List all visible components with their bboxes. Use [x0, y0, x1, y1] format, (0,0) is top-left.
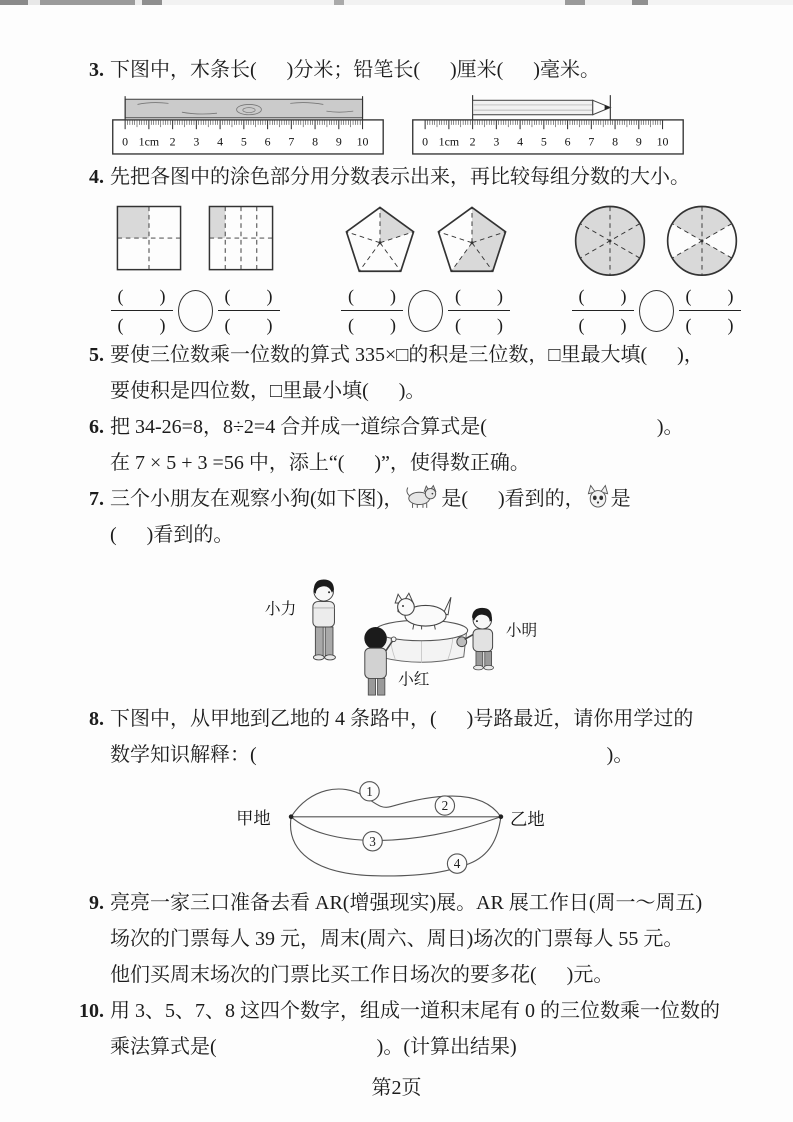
fraction-blank	[448, 284, 510, 337]
fraction-denominator-blank: ( )	[348, 315, 396, 335]
page-number: 第2页	[371, 1077, 422, 1099]
svg-text:3: 3	[369, 833, 376, 849]
fraction-numerator-blank: ( )	[218, 284, 280, 311]
route-3-badge	[363, 832, 382, 851]
label-xiaoli: 小力	[264, 600, 297, 618]
route-3-path	[291, 817, 501, 841]
question-5	[70, 337, 741, 409]
svg-text:3: 3	[193, 134, 200, 149]
pentagon-fraction-shape	[341, 200, 419, 278]
svg-text:6: 6	[564, 134, 571, 149]
question-10	[70, 993, 741, 1065]
fraction-blank	[341, 284, 403, 337]
pencil-ruler-figure	[410, 91, 688, 155]
svg-text:10: 10	[356, 134, 369, 149]
question-number: 6.	[89, 416, 104, 438]
comparison-circle	[178, 290, 213, 332]
svg-text:1: 1	[366, 783, 373, 799]
observation-scene-figure	[238, 557, 568, 699]
fraction-denominator-blank: ( )	[578, 315, 627, 335]
svg-text:7: 7	[288, 134, 295, 149]
question-number: 3.	[89, 59, 104, 81]
scan-edge-artifact	[0, 0, 793, 5]
circle-fraction-shape	[663, 200, 741, 278]
svg-text:2: 2	[169, 134, 176, 149]
question-text: 下图中，从甲地到乙地的 4 条路中，( )号路最近，请你用学过的	[110, 708, 694, 730]
question-text: 场次的门票每人 39 元，周末(周六、周日)场次的门票每人 55 元。	[110, 928, 684, 950]
route-1-path	[291, 789, 501, 817]
svg-text:0: 0	[122, 134, 129, 149]
ruler-figures	[110, 91, 741, 155]
fraction-blank	[218, 284, 280, 337]
question-number: 5.	[89, 344, 104, 366]
route-2-badge	[435, 796, 454, 815]
question-text: 数学知识解释：( )。	[110, 744, 634, 766]
fraction-blank	[111, 284, 173, 337]
question-text: 乘法算式是( )。(计算出结果)	[110, 1036, 517, 1058]
route-1-badge	[360, 782, 379, 801]
place-a-dot	[289, 814, 294, 819]
svg-text:1cm: 1cm	[138, 134, 160, 149]
fraction-numerator-blank: ( )	[448, 284, 510, 311]
observation-scene-wrap	[238, 557, 741, 699]
svg-text:8: 8	[612, 134, 619, 149]
fraction-comparison	[341, 284, 510, 337]
svg-text:4: 4	[453, 856, 461, 872]
fraction-denominator-blank: ( )	[455, 315, 503, 335]
question-text: 在 7 × 5 + 3 =56 中，添上“( )”，使得数正确。	[110, 452, 530, 474]
routes-diagram-figure	[228, 776, 564, 883]
fraction-shapes-row	[110, 200, 741, 337]
question-6	[70, 409, 741, 481]
svg-text:9: 9	[635, 134, 642, 149]
place-a-label: 甲地	[236, 808, 271, 828]
svg-text:4: 4	[517, 134, 524, 149]
square-fraction-shape	[202, 200, 280, 278]
question-text: 用 3、5、7、8 这四个数字，组成一道积末尾有 0 的三位数乘一位数的	[110, 1000, 720, 1022]
fraction-comparison	[572, 284, 741, 337]
question-4	[70, 159, 741, 337]
question-number: 7.	[89, 488, 104, 510]
question-3	[70, 52, 741, 159]
place-b-label: 乙地	[510, 809, 545, 829]
dog-side-view-icon	[405, 484, 439, 509]
svg-text:10: 10	[656, 134, 669, 149]
circle-fraction-shape	[571, 200, 649, 278]
svg-text:2: 2	[469, 134, 476, 149]
question-text: 先把各图中的涂色部分用分数表示出来，再比较每组分数的大小。	[110, 166, 690, 188]
wood-strip-ruler-figure	[110, 91, 388, 155]
route-4-path	[291, 817, 501, 876]
question-text: 要使三位数乘一位数的算式 335×□的积是三位数，□里最大填( )，	[110, 344, 704, 366]
child-right	[457, 608, 494, 670]
shape-pair-squares	[110, 200, 280, 337]
question-number: 9.	[89, 892, 104, 914]
fraction-numerator-blank: ( )	[679, 284, 741, 311]
dog-front-view-icon	[587, 484, 609, 509]
question-text: ( )看到的。	[110, 524, 234, 546]
square-fraction-shape	[110, 200, 188, 278]
label-xiaohong: 小红	[398, 671, 430, 689]
question-number: 10.	[79, 1000, 104, 1022]
routes-diagram-wrap	[228, 776, 741, 883]
svg-text:0: 0	[422, 134, 429, 149]
comparison-circle	[639, 290, 674, 332]
fraction-denominator-blank: ( )	[224, 315, 273, 335]
shape-pair-pentagons	[341, 200, 511, 337]
question-text-segment: 三个小朋友在观察小狗(如下图)，	[110, 488, 404, 510]
shape-pair-circles	[571, 200, 741, 337]
question-number: 4.	[89, 166, 104, 188]
svg-text:8: 8	[312, 134, 319, 149]
svg-text:7: 7	[588, 134, 595, 149]
svg-text:6: 6	[264, 134, 271, 149]
question-text-segment: 是	[610, 488, 631, 510]
comparison-circle	[408, 290, 443, 332]
question-text: 他们买周末场次的门票比买工作日场次的要多花( )元。	[110, 964, 614, 986]
question-8	[70, 701, 741, 885]
fraction-denominator-blank: ( )	[685, 315, 734, 335]
child-left	[313, 580, 336, 660]
svg-text:5: 5	[540, 134, 547, 149]
svg-text:4: 4	[217, 134, 224, 149]
question-text: 要使积是四位数，□里最小填( )。	[110, 380, 426, 402]
question-text-segment: 是( )看到的，	[441, 488, 585, 510]
fraction-denominator-blank: ( )	[117, 315, 166, 335]
fraction-numerator-blank: ( )	[572, 284, 634, 311]
label-xiaoming: 小明	[505, 622, 538, 640]
fraction-numerator-blank: ( )	[111, 284, 173, 311]
question-text: 亮亮一家三口准备去看 AR(增强现实)展。AR 展工作日(周一～周五)	[110, 892, 703, 914]
fraction-numerator-blank: ( )	[341, 284, 403, 311]
question-text: 下图中，木条长( )分米；铅笔长( )厘米( )毫米。	[110, 59, 600, 81]
svg-text:1cm: 1cm	[438, 134, 460, 149]
question-text	[110, 481, 741, 517]
svg-text:3: 3	[493, 134, 500, 149]
svg-text:2: 2	[441, 798, 449, 814]
place-b-dot	[499, 814, 504, 819]
fraction-comparison	[111, 284, 280, 337]
fraction-blank	[572, 284, 634, 337]
question-7	[70, 481, 741, 701]
route-4-badge	[447, 854, 466, 873]
fraction-blank	[679, 284, 741, 337]
question-number: 8.	[89, 708, 104, 730]
question-9	[70, 885, 741, 993]
svg-text:5: 5	[240, 134, 247, 149]
pentagon-fraction-shape	[433, 200, 511, 278]
svg-text:9: 9	[335, 134, 342, 149]
question-text: 把 34-26=8，8÷2=4 合并成一道综合算式是( )。	[110, 416, 684, 438]
